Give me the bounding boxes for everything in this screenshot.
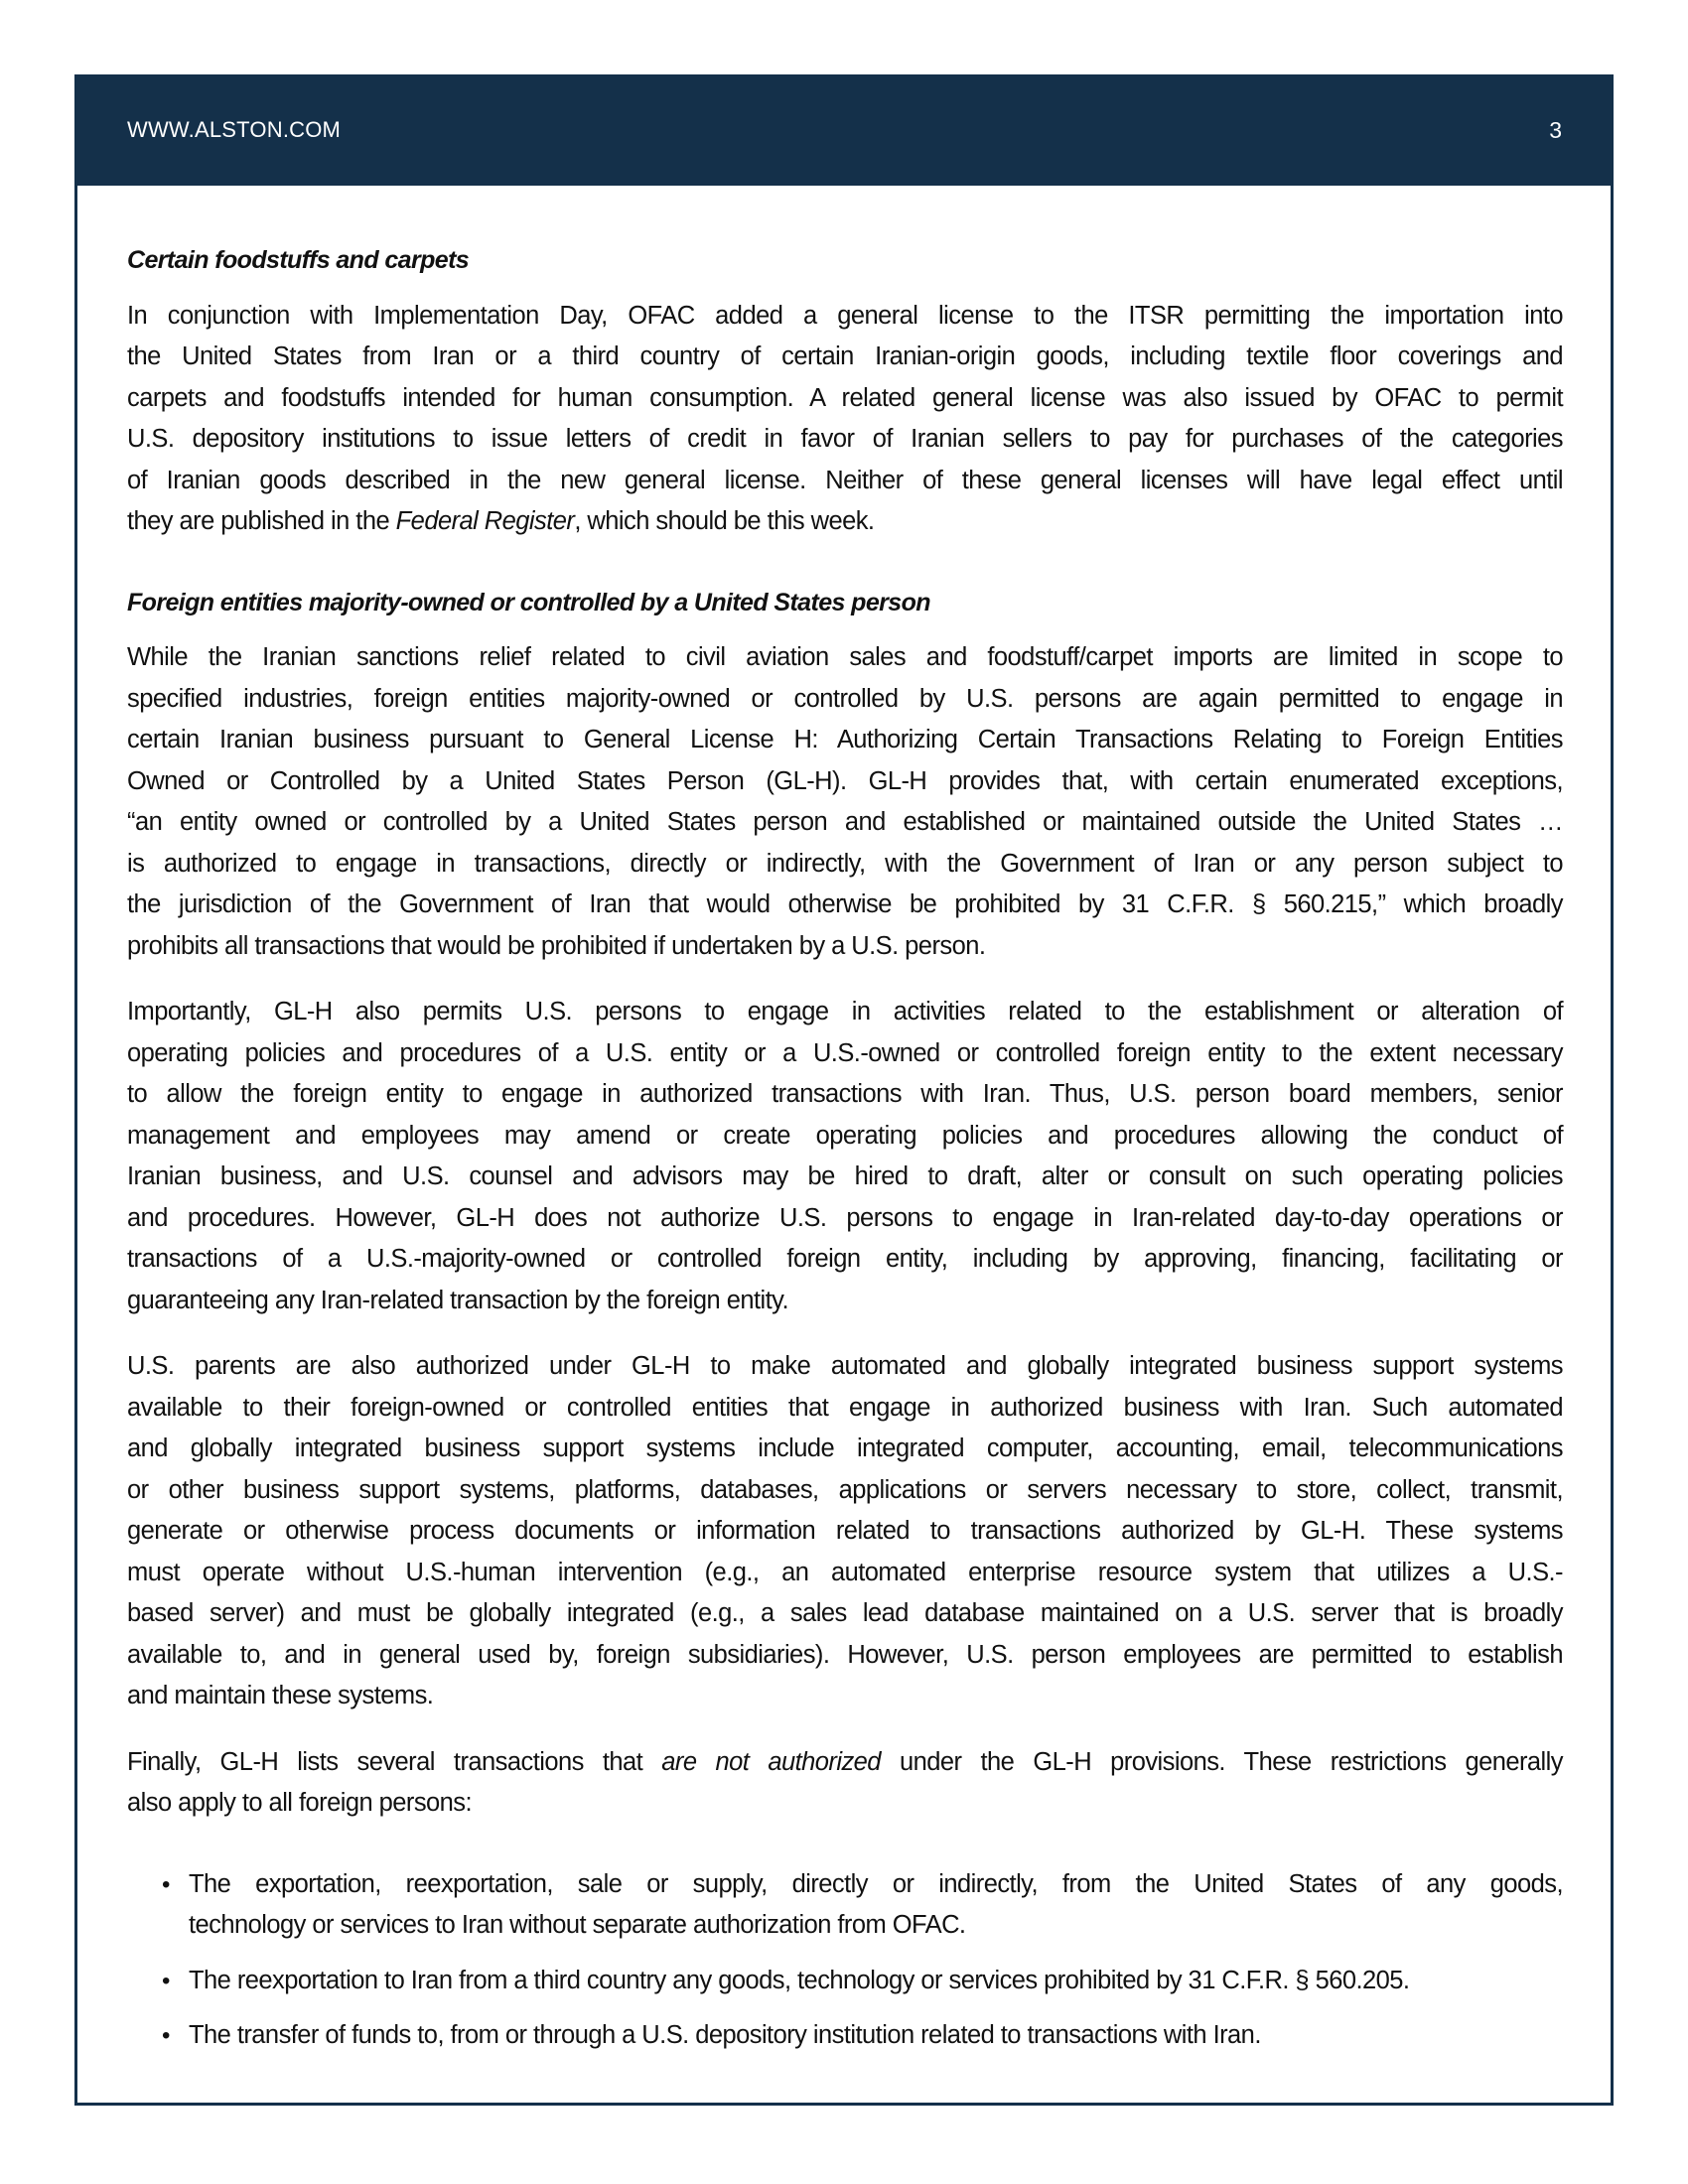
text-line: certain Iranian business pursuant to General License H: Authorizing Certain Transactions Relating to Foreign Entities <box>127 726 1563 753</box>
text-line: In conjunction with Implementation Day, OFAC added a general license to the ITSR permitting the importation into <box>127 301 1563 330</box>
text-line: transactions of a U.S.-majority-owned or controlled foreign entity, including by approving, financing, facilitating or <box>127 1245 1563 1273</box>
text-line: The reexportation to Iran from a third country any goods, technology or services prohibited by 31 C.F.R. § 560.205. <box>189 1966 1410 1994</box>
text-line: available to their foreign-owned or controlled entities that engage in authorized business with Iran. Such automated <box>127 1393 1563 1422</box>
text-line: the jurisdiction of the Government of Iran that would otherwise be prohibited by 31 C.F.R. § 560.215,” which broadly <box>127 890 1563 918</box>
document-body <box>127 240 1563 2071</box>
page-number: 3 <box>1549 117 1562 143</box>
text-line: and maintain these systems. <box>127 1682 434 1709</box>
section-heading-foreign-entities: Foreign entities majority-owned or controlled by a United States person <box>127 588 930 616</box>
italic-text: are not authorized <box>661 1747 881 1776</box>
text-segment: Finally, GL-H lists several transactions that <box>127 1747 662 1776</box>
text-line: available to, and in general used by, foreign subsidiaries). However, U.S. person employees are permitted to establish <box>127 1640 1563 1669</box>
text-line: The exportation, reexportation, sale or supply, directly or indirectly, from the United States of any goods, <box>189 1869 1563 1898</box>
paragraph <box>127 992 1563 1321</box>
list-item-text <box>189 2015 1563 2057</box>
text-line: prohibits all transactions that would be prohibited if undertaken by a U.S. person. <box>127 931 986 960</box>
text-line: is authorized to engage in transactions, directly or indirectly, with the Government of Iran or any person subject to <box>127 849 1563 878</box>
page-header <box>74 74 1614 186</box>
list-item-text <box>189 1961 1563 2002</box>
text-line: to allow the foreign entity to engage in authorized transactions with Iran. Thus, U.S. person board members, senior <box>127 1080 1563 1108</box>
text-segment: , which should be this week. <box>574 507 875 535</box>
text-line <box>127 1742 1563 1784</box>
section-heading-foodstuffs: Certain foodstuffs and carpets <box>127 246 470 274</box>
list-item-text <box>189 1864 1563 1947</box>
text-segment: under the GL-H provisions. These restrictions generally <box>880 1747 1563 1776</box>
site-url: WWW.ALSTON.COM <box>127 117 342 142</box>
paragraph <box>127 637 1563 967</box>
list-item <box>127 2015 1563 2057</box>
paragraph <box>127 1346 1563 1717</box>
text-line: The transfer of funds to, from or through a U.S. depository institution related to transactions with Iran. <box>189 2021 1261 2049</box>
text-line: or other business support systems, platforms, databases, applications or servers necessary to store, collect, transmit, <box>127 1475 1563 1504</box>
text-line: U.S. depository institutions to issue letters of credit in favor of Iranian sellers to pay for purchases of the categories <box>127 425 1563 453</box>
text-line: generate or otherwise process documents or information related to transactions authorized by GL-H. These systems <box>127 1517 1563 1545</box>
text-line: guaranteeing any Iran-related transaction by the foreign entity. <box>127 1286 789 1314</box>
text-line: Importantly, GL-H also permits U.S. persons to engage in activities related to the establishment or alteration of <box>127 998 1563 1025</box>
text-line: of Iranian goods described in the new general license. Neither of these general licenses will have legal effect until <box>127 466 1563 494</box>
text-line: must operate without U.S.-human intervention (e.g., an automated enterprise resource system that utilizes a U.S.- <box>127 1558 1563 1586</box>
text-line: specified industries, foreign entities majority-owned or controlled by U.S. persons are again permitted to engage in <box>127 684 1563 713</box>
text-line: also apply to all foreign persons: <box>127 1789 473 1817</box>
text-line <box>127 501 1563 543</box>
text-line: Owned or Controlled by a United States Person (GL-H). GL-H provides that, with certain enumerated exceptions, <box>127 766 1563 795</box>
text-line: technology or services to Iran without separate authorization from OFAC. <box>189 1911 966 1939</box>
bullet-icon: • <box>162 1967 170 1994</box>
paragraph <box>127 296 1563 543</box>
text-line: the United States from Iran or a third country of certain Iranian-origin goods, including textile floor coverings and <box>127 342 1563 370</box>
text-line: While the Iranian sanctions relief related to civil aviation sales and foodstuff/carpet imports are limited in scope to <box>127 643 1563 671</box>
text-line: “an entity owned or controlled by a United States person and established or maintained outside the United States … <box>127 808 1563 836</box>
restrictions-list <box>127 1864 1563 2057</box>
bullet-icon: • <box>162 2022 170 2049</box>
text-line: and procedures. However, GL-H does not authorize U.S. persons to engage in Iran-related day-to-day operations or <box>127 1203 1563 1232</box>
list-item <box>127 1961 1563 2002</box>
text-line: operating policies and procedures of a U.S. entity or a U.S.-owned or controlled foreign entity to the extent necessary <box>127 1038 1563 1067</box>
paragraph <box>127 1742 1563 1825</box>
text-line: based server) and must be globally integrated (e.g., a sales lead database maintained on a U.S. server that is broadly <box>127 1599 1563 1627</box>
text-line: management and employees may amend or create operating policies and procedures allowing the conduct of <box>127 1121 1563 1150</box>
text-segment: they are published in the <box>127 507 396 535</box>
text-line: U.S. parents are also authorized under GL-H to make automated and globally integrated business support systems <box>127 1352 1563 1380</box>
text-line: Iranian business, and U.S. counsel and advisors may be hired to draft, alter or consult on such operating policies <box>127 1162 1563 1190</box>
text-line: carpets and foodstuffs intended for human consumption. A related general license was also issued by OFAC to permit <box>127 383 1563 412</box>
text-line: and globally integrated business support systems include integrated computer, accounting, email, telecommunications <box>127 1434 1563 1462</box>
bullet-icon: • <box>162 1870 170 1898</box>
list-item <box>127 1864 1563 1947</box>
italic-text: Federal Register <box>395 507 575 535</box>
